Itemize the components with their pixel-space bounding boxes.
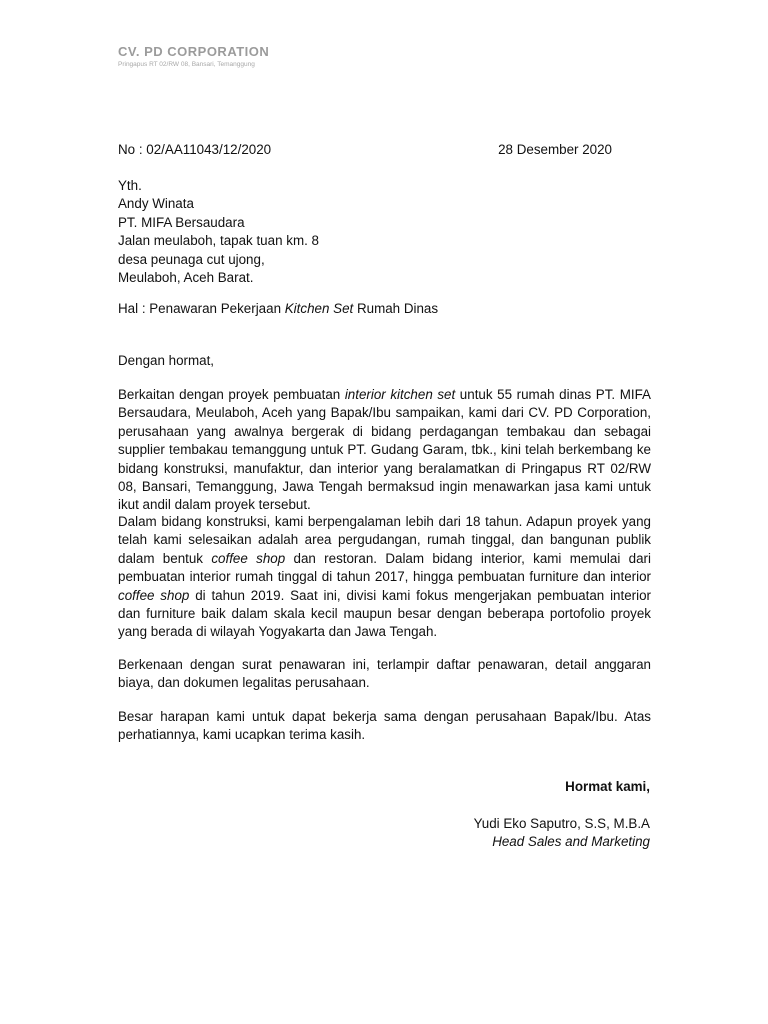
closing-phrase: Hormat kami,	[565, 779, 650, 794]
recipient-address-line1: Jalan meulaboh, tapak tuan km. 8	[118, 233, 319, 249]
paragraph2-part1: Dalam bidang konstruksi, kami berpengalaman lebih dari 18 tahun. Adapun proyek yang telah kami selesaikan adalah area pergudangan, rumah tinggal, dan bangunan publik dalam bentuk	[118, 514, 651, 566]
company-address: Pringapus RT 02/RW 08, Bansari, Temanggung	[118, 61, 255, 68]
paragraph2-italic1: coffee shop	[211, 550, 286, 566]
letter-subject	[118, 300, 438, 318]
recipient-block	[118, 177, 319, 287]
signer-title: Head Sales and Marketing	[492, 834, 650, 850]
recipient-address-line3: Meulaboh, Aceh Barat.	[118, 269, 254, 285]
paragraph2-italic2: coffee shop	[118, 587, 190, 603]
company-name: CV. PD CORPORATION	[118, 44, 270, 59]
letter-reference-number: No : 02/AA11043/12/2020	[118, 142, 272, 157]
salutation: Dengan hormat,	[118, 353, 215, 368]
recipient-greeting: Yth.	[118, 178, 142, 193]
paragraph3-text: Berkenaan dengan surat penawaran ini, terlampir daftar penawaran, detail anggaran biaya, dan dokumen legalitas perusahaan.	[118, 657, 651, 691]
subject-prefix: Hal : Penawaran Pekerjaan	[118, 301, 285, 316]
paragraph1-italic1: interior kitchen set	[344, 387, 456, 402]
signer-name: Yudi Eko Saputro, S.S, M.B.A	[473, 816, 650, 831]
body-paragraph-2	[118, 513, 651, 642]
paragraph2-part3: di tahun 2019. Saat ini, divisi kami fokus mengerjakan pembuatan interior dan furniture baik dalam skala kecil maupun besar dengan beberapa portofolio proyek yang berada di wilayah Yogyakarta dan Jawa Tengah.	[118, 587, 651, 640]
recipient-company: PT. MIFA Bersaudara	[118, 214, 245, 230]
letter-date: 28 Desember 2020	[498, 142, 612, 157]
body-paragraph-1	[118, 386, 651, 515]
paragraph1-part2: untuk 55 rumah dinas PT. MIFA Bersaudara, Meulaboh, Aceh yang Bapak/Ibu sampaikan, kami dari CV. PD Corporation, perusahaan yang awalnya bergerak di bidang perdagangan tembakau dan sebagai supplier tembakau temanggung untuk PT. Gudang Garam, tbk., kini telah berkembang ke bidang konstruksi, manufaktur, dan interior yang beralamatkan di Pringapus RT 02/RW 08, Bansari, Temanggung, Jawa Tengah bermaksud ingin menawarkan jasa kami untuk ikut andil dalam proyek tersebut.	[118, 387, 651, 513]
recipient-address-line2: desa peunaga cut ujong,	[118, 251, 265, 267]
paragraph1-part1: Berkaitan dengan proyek pembuatan	[118, 387, 345, 402]
subject-suffix: Rumah Dinas	[353, 301, 439, 316]
paragraph4-text: Besar harapan kami untuk dapat bekerja sama dengan perusahaan Bapak/Ibu. Atas perhatiannya, kami ucapkan terima kasih.	[118, 709, 651, 743]
body-paragraph-3	[118, 656, 651, 693]
subject-italic: Kitchen Set	[284, 301, 354, 316]
paragraph2-part2: dan restoran. Dalam bidang interior, kami memulai dari pembuatan interior rumah tinggal di tahun 2017, hingga pembuatan furniture dan interior	[118, 550, 651, 585]
body-paragraph-4	[118, 708, 651, 745]
signature-block	[474, 815, 650, 852]
recipient-name: Andy Winata	[118, 196, 194, 212]
